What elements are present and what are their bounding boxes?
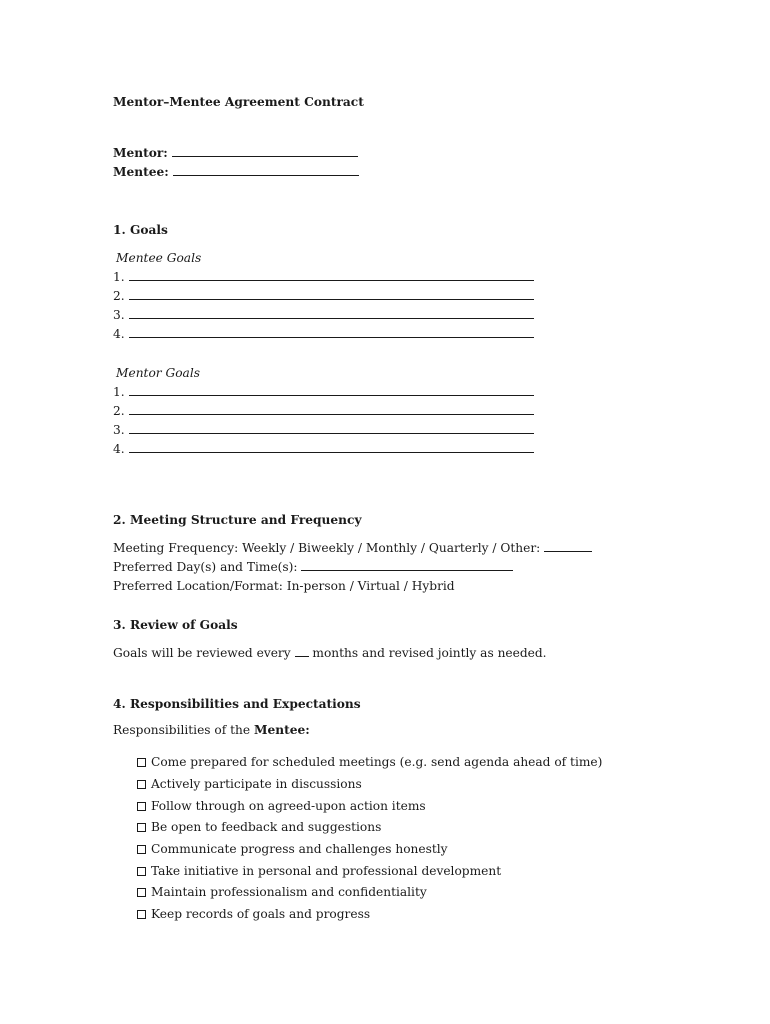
mentee-goal-3-field[interactable]	[129, 307, 534, 319]
checkbox-icon[interactable]	[137, 845, 146, 854]
review-text-start: Goals will be reviewed every	[113, 646, 291, 660]
mentor-label: Mentor:	[113, 146, 168, 160]
mentor-goal-3	[113, 422, 534, 438]
responsibilities-role: Mentee:	[253, 723, 310, 737]
goal-number: 1.	[113, 270, 125, 284]
checklist-item-label: Communicate progress and challenges honestly	[151, 842, 448, 856]
other-frequency-field[interactable]	[544, 540, 592, 552]
checkbox-icon[interactable]	[137, 823, 146, 832]
responsibilities-heading: 4. Responsibilities and Expectations	[113, 697, 361, 711]
preferred-days-row	[113, 559, 513, 575]
mentee-name-field[interactable]	[173, 164, 359, 176]
checklist-item-label: Take initiative in personal and professional development	[151, 864, 502, 878]
mentor-goal-1	[113, 384, 534, 400]
mentor-goal-4-field[interactable]	[129, 441, 534, 453]
checklist-item	[137, 776, 362, 792]
checkbox-icon[interactable]	[137, 888, 146, 897]
mentee-goal-4-field[interactable]	[129, 326, 534, 338]
mentor-name-field[interactable]	[172, 145, 358, 157]
review-text	[113, 645, 547, 661]
mentor-goal-1-field[interactable]	[129, 384, 534, 396]
mentee-goal-3	[113, 307, 534, 323]
checklist-item-label: Follow through on agreed-upon action items	[151, 799, 426, 813]
preferred-days-field[interactable]	[301, 559, 513, 571]
mentee-goals-heading: Mentee Goals	[116, 251, 202, 265]
meeting-heading: 2. Meeting Structure and Frequency	[113, 513, 362, 527]
checklist-item	[137, 819, 381, 835]
goal-number: 1.	[113, 385, 125, 399]
responsibilities-intro-text: Responsibilities of the	[113, 723, 251, 737]
mentor-row	[113, 145, 358, 161]
checkbox-icon[interactable]	[137, 867, 146, 876]
checkbox-icon[interactable]	[137, 780, 146, 789]
checklist-item-label: Actively participate in discussions	[151, 777, 362, 791]
goal-number: 2.	[113, 404, 125, 418]
checklist-item	[137, 863, 501, 879]
goal-number: 4.	[113, 327, 125, 341]
mentee-goal-1-field[interactable]	[129, 269, 534, 281]
mentor-goals-heading: Mentor Goals	[116, 366, 200, 380]
checklist-item	[137, 884, 427, 900]
preferred-days-label: Preferred Day(s) and Time(s):	[113, 560, 298, 574]
checklist-item	[137, 754, 602, 770]
goal-number: 3.	[113, 423, 125, 437]
mentor-goal-2	[113, 403, 534, 419]
document-title: Mentor–Mentee Agreement Contract	[113, 95, 364, 109]
goals-heading: 1. Goals	[113, 223, 168, 237]
mentee-label: Mentee:	[113, 165, 169, 179]
mentor-goal-2-field[interactable]	[129, 403, 534, 415]
mentee-goal-4	[113, 326, 534, 342]
checkbox-icon[interactable]	[137, 802, 146, 811]
checklist-item-label: Come prepared for scheduled meetings (e.g. send agenda ahead of time)	[151, 755, 603, 769]
goal-number: 2.	[113, 289, 125, 303]
meeting-frequency-row	[113, 540, 592, 556]
goal-number: 3.	[113, 308, 125, 322]
mentee-goal-2	[113, 288, 534, 304]
review-text-end: months and revised jointly as needed.	[312, 646, 547, 660]
preferred-location: Preferred Location/Format: In-person / Virtual / Hybrid	[113, 579, 455, 593]
responsibilities-intro	[113, 722, 310, 738]
mentor-goal-3-field[interactable]	[129, 422, 534, 434]
checklist-item	[137, 798, 426, 814]
checklist-item-label: Maintain professionalism and confidentiality	[151, 885, 427, 899]
checklist-item	[137, 841, 448, 857]
checkbox-icon[interactable]	[137, 910, 146, 919]
mentee-goal-2-field[interactable]	[129, 288, 534, 300]
checklist-item-label: Be open to feedback and suggestions	[151, 820, 382, 834]
review-heading: 3. Review of Goals	[113, 618, 238, 632]
review-months-field[interactable]	[295, 645, 309, 657]
mentee-row	[113, 164, 359, 180]
mentor-goal-4	[113, 441, 534, 457]
mentee-goal-1	[113, 269, 534, 285]
checkbox-icon[interactable]	[137, 758, 146, 767]
goal-number: 4.	[113, 442, 125, 456]
meeting-frequency-label: Meeting Frequency: Weekly / Biweekly / Monthly / Quarterly / Other:	[113, 541, 541, 555]
checklist-item	[137, 906, 370, 922]
checklist-item-label: Keep records of goals and progress	[151, 907, 371, 921]
